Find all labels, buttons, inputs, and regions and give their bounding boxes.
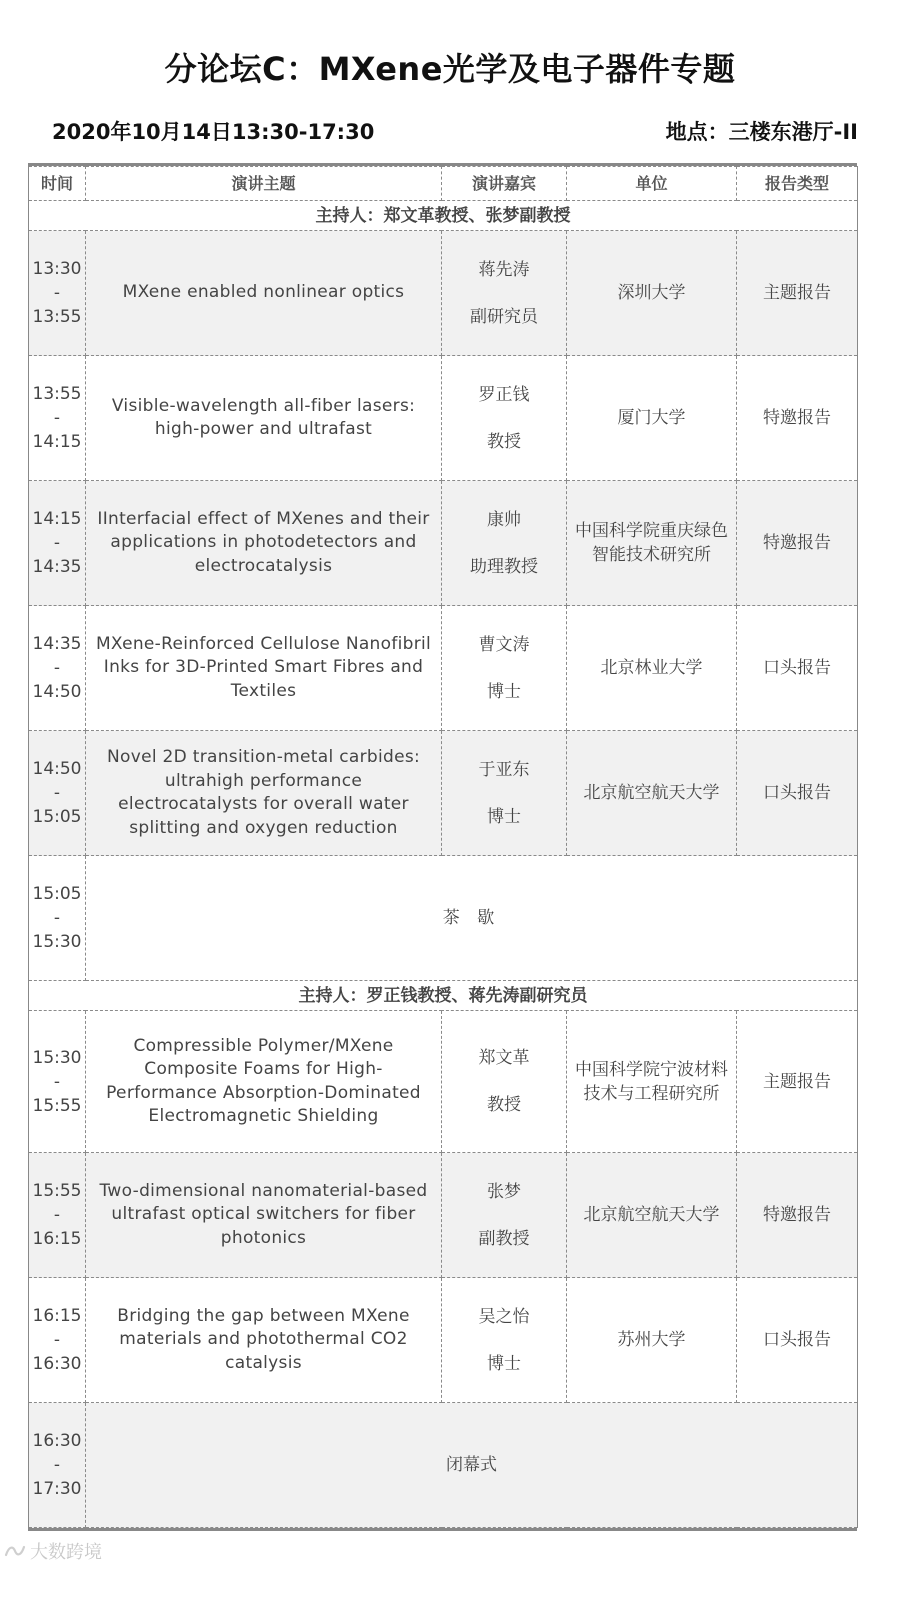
time-sep: - xyxy=(53,408,61,428)
time-end: 16:15 xyxy=(32,1229,82,1249)
org-cell: 北京林业大学 xyxy=(567,606,737,731)
time-sep: - xyxy=(53,1205,61,1225)
type-cell: 口头报告 xyxy=(737,606,858,731)
speaker-title: 副教授 xyxy=(478,1228,530,1249)
talk-topic: Novel 2D transition-metal carbides: ultrahigh performance electrocatalysts for overall water splitting and oxygen reduction xyxy=(86,731,442,856)
speaker-title: 副研究员 xyxy=(470,306,538,327)
time-cell xyxy=(29,1011,86,1153)
col-header-time: 时间 xyxy=(29,167,86,201)
speaker-cell xyxy=(442,231,567,356)
time-end: 17:30 xyxy=(32,1479,82,1499)
talk-topic: MXene-Reinforced Cellulose Nanofibril Inks for 3D-Printed Smart Fibres and Textiles xyxy=(86,606,442,731)
header-row xyxy=(29,167,858,201)
talk-topic: Compressible Polymer/MXene Composite Foams for High-Performance Absorption-Dominated Electromagnetic Shielding xyxy=(86,1011,442,1153)
time-sep: - xyxy=(53,908,61,928)
time-cell xyxy=(29,231,86,356)
table-row xyxy=(29,606,858,731)
time-start: 14:35 xyxy=(32,634,82,654)
speaker-title: 教授 xyxy=(487,431,521,452)
time-cell xyxy=(29,606,86,731)
talk-topic: Bridging the gap between MXene materials and photothermal CO2 catalysis xyxy=(86,1278,442,1403)
time-cell xyxy=(29,481,86,606)
event-venue: 地点：三楼东港厅-II xyxy=(665,120,858,144)
time-cell xyxy=(29,731,86,856)
schedule-table xyxy=(28,166,858,1528)
col-header-speaker: 演讲嘉宾 xyxy=(442,167,567,201)
time-start: 13:55 xyxy=(32,384,82,404)
time-end: 15:55 xyxy=(32,1095,82,1116)
org-cell: 中国科学院重庆绿色智能技术研究所 xyxy=(567,481,737,606)
time-end: 14:50 xyxy=(32,682,82,702)
time-sep: - xyxy=(53,533,61,553)
speaker-cell xyxy=(442,731,567,856)
speaker-cell xyxy=(442,1278,567,1403)
col-header-org: 单位 xyxy=(567,167,737,201)
type-cell: 主题报告 xyxy=(737,1011,858,1153)
session-host-row xyxy=(29,201,858,231)
speaker-title: 博士 xyxy=(487,1353,521,1374)
time-end: 13:55 xyxy=(32,307,82,327)
time-sep: - xyxy=(53,1330,61,1350)
time-sep: - xyxy=(53,283,61,303)
session-host-row xyxy=(29,981,858,1011)
closing-label: 闭幕式 xyxy=(86,1403,858,1528)
speaker-cell xyxy=(442,356,567,481)
speaker-title: 教授 xyxy=(487,1095,521,1115)
table-row xyxy=(29,1011,858,1153)
time-start: 14:50 xyxy=(32,759,82,779)
time-end: 15:30 xyxy=(32,932,82,952)
talk-topic: Two-dimensional nanomaterial-based ultrafast optical switchers for fiber photonics xyxy=(86,1153,442,1278)
speaker-name: 郑文革 xyxy=(478,1048,530,1068)
time-start: 15:55 xyxy=(32,1181,82,1201)
speaker-cell xyxy=(442,1011,567,1153)
break-label: 茶 歇 xyxy=(86,856,858,981)
org-cell: 中国科学院宁波材料技术与工程研究所 xyxy=(567,1011,737,1153)
col-header-type: 报告类型 xyxy=(737,167,858,201)
col-header-topic: 演讲主题 xyxy=(86,167,442,201)
time-start: 16:15 xyxy=(32,1306,82,1326)
table-row xyxy=(29,731,858,856)
table-row xyxy=(29,231,858,356)
talk-topic: Visible-wavelength all-fiber lasers: high-power and ultrafast xyxy=(86,356,442,481)
time-start: 16:30 xyxy=(32,1431,82,1451)
table-row xyxy=(29,1278,858,1403)
org-cell: 北京航空航天大学 xyxy=(567,731,737,856)
type-cell: 口头报告 xyxy=(737,1278,858,1403)
speaker-cell xyxy=(442,606,567,731)
table-row xyxy=(29,1153,858,1278)
speaker-name: 康帅 xyxy=(487,509,521,530)
time-sep: - xyxy=(53,1071,61,1092)
session-host: 主持人：罗正钱教授、蒋先涛副研究员 xyxy=(29,981,858,1011)
time-end: 16:30 xyxy=(32,1354,82,1374)
speaker-title: 博士 xyxy=(487,806,521,827)
talk-topic: MXene enabled nonlinear optics xyxy=(86,231,442,356)
watermark xyxy=(4,1538,102,1564)
table-row xyxy=(29,356,858,481)
speaker-name: 蒋先涛 xyxy=(478,259,530,280)
time-cell xyxy=(29,856,86,981)
watermark-logo-icon xyxy=(4,1543,26,1559)
event-date-time: 2020年10月14日13:30-17:30 xyxy=(52,120,375,144)
org-cell: 厦门大学 xyxy=(567,356,737,481)
speaker-title: 博士 xyxy=(487,681,521,702)
speaker-name: 于亚东 xyxy=(478,759,530,780)
type-cell: 主题报告 xyxy=(737,231,858,356)
org-cell: 苏州大学 xyxy=(567,1278,737,1403)
type-cell: 特邀报告 xyxy=(737,481,858,606)
page-title: 分论坛C：MXene光学及电子器件专题 xyxy=(164,50,736,88)
speaker-title: 助理教授 xyxy=(470,556,538,577)
time-start: 13:30 xyxy=(32,259,82,279)
type-cell: 口头报告 xyxy=(737,731,858,856)
speaker-name: 罗正钱 xyxy=(478,384,530,405)
speaker-cell xyxy=(442,481,567,606)
watermark-text: 大数跨境 xyxy=(30,1542,102,1563)
time-sep: - xyxy=(53,1455,61,1475)
time-start: 14:15 xyxy=(32,509,82,529)
speaker-name: 曹文涛 xyxy=(478,634,530,655)
speaker-name: 吴之怡 xyxy=(478,1306,530,1327)
closing-row xyxy=(29,1403,858,1528)
time-cell xyxy=(29,1403,86,1528)
time-end: 14:35 xyxy=(32,557,82,577)
time-end: 14:15 xyxy=(32,432,82,452)
time-cell xyxy=(29,1153,86,1278)
session-host: 主持人：郑文革教授、张梦副教授 xyxy=(29,201,858,231)
speaker-name: 张梦 xyxy=(487,1181,521,1202)
time-sep: - xyxy=(53,658,61,678)
schedule-table-wrap xyxy=(28,163,857,1531)
time-start: 15:30 xyxy=(32,1047,82,1068)
org-cell: 北京航空航天大学 xyxy=(567,1153,737,1278)
speaker-cell xyxy=(442,1153,567,1278)
time-cell xyxy=(29,356,86,481)
type-cell: 特邀报告 xyxy=(737,356,858,481)
break-row xyxy=(29,856,858,981)
type-cell: 特邀报告 xyxy=(737,1153,858,1278)
time-start: 15:05 xyxy=(32,884,82,904)
table-row xyxy=(29,481,858,606)
time-sep: - xyxy=(53,783,61,803)
talk-topic: IInterfacial effect of MXenes and their applications in photodetectors and electrocatalysis xyxy=(86,481,442,606)
time-cell xyxy=(29,1278,86,1403)
time-end: 15:05 xyxy=(32,807,82,827)
org-cell: 深圳大学 xyxy=(567,231,737,356)
